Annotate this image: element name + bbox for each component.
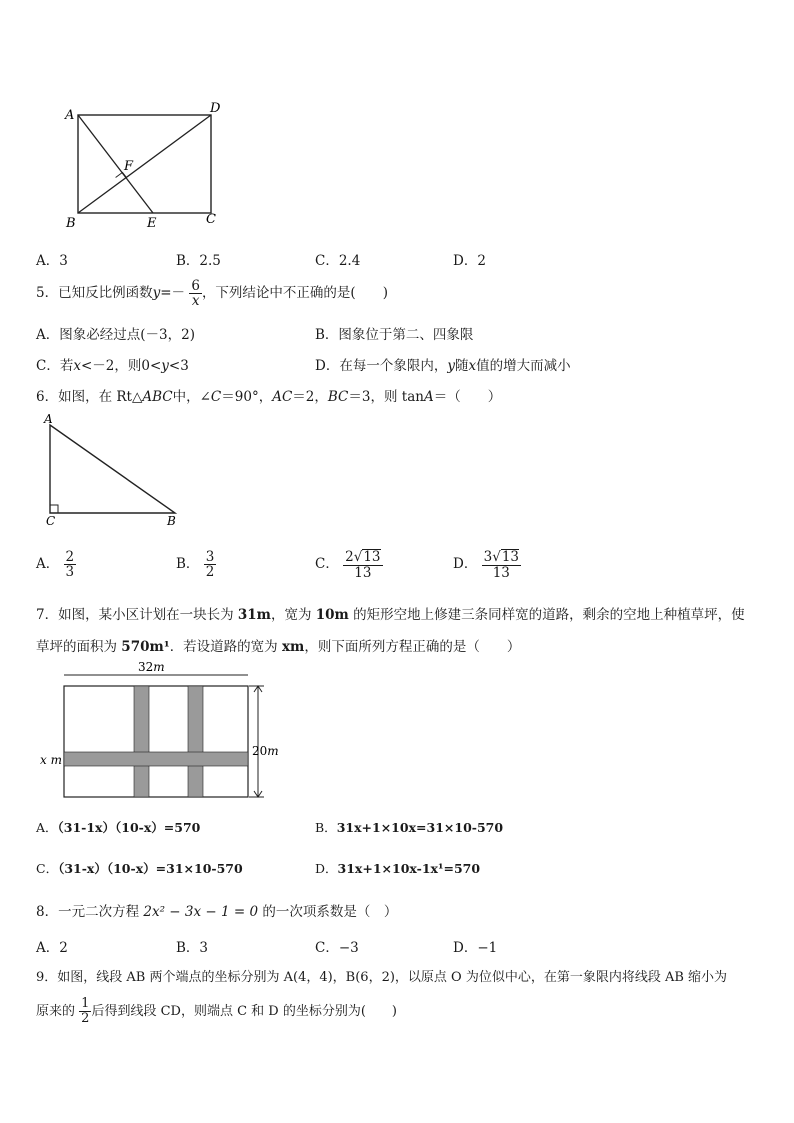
q7-option-a: A．（31-1x）（10-x）=570 (36, 820, 201, 835)
label-a: A (44, 412, 53, 426)
width-label: 32m (138, 660, 165, 674)
q5-option-d: D．在每一个象限内，y随x值的增大而减小 (315, 358, 571, 374)
q9-stem-line1: 9．如图，线段 AB 两个端点的坐标分别为 A(4，4)，B(6，2)，以原点 O 为位似中心，在第一象限内将线段 AB 缩小为 (36, 970, 728, 985)
q7-option-d: D．31x+1×10x-1x¹=570 (315, 861, 481, 876)
q8-stem: 8．一元二次方程 2x² − 3x − 1 = 0 的一次项系数是（ ） (36, 904, 398, 920)
q9-stem-line2: 原来的 $\frac{1}{2}$ 后得到线段 CD，则端点 C 和 D 的坐标分别为( ) (36, 996, 397, 1026)
q6-option-a: A． $\frac{2}{3}$ (36, 548, 75, 580)
q8-equation: 2x² − 3x − 1 = 0 (143, 904, 259, 920)
q7-option-b: B．31x+1×10x=31×10-570 (315, 820, 504, 835)
q6-option-b: B． $\frac{3}{2}$ (176, 548, 215, 580)
q9-fraction: $\frac{1}{2}$ (81, 996, 90, 1026)
q5-option-a: A．图象必经过点(－3，2) (36, 327, 195, 343)
label-e: E (147, 216, 157, 231)
q7-option-c: C．（31-x）（10-x）=31×10-570 (36, 861, 243, 876)
label-c: C (206, 212, 216, 227)
vertical-road-1 (134, 686, 149, 797)
road-width-label: x m (40, 753, 62, 767)
q4-option-a: A．3 (36, 253, 68, 269)
q4-option-d: D．2 (453, 253, 486, 269)
segment-ae (78, 115, 153, 213)
q5-option-c: C．若x<－2，则0<y<3 (36, 358, 189, 374)
q5-option-b: B．图象位于第二、四象限 (315, 327, 474, 343)
right-triangle-figure (40, 410, 190, 530)
field-rectangle (64, 686, 248, 797)
q7-stem-line1: 7．如图，某小区计划在一块长为 31m，宽为 10m 的矩形空地上修建三条同样宽的道路，剩余的空地上种植草坪，使 (36, 607, 745, 623)
q8-option-d: D．−1 (453, 940, 498, 956)
rectangle-figure (60, 100, 230, 235)
q8-option-c: C．−3 (315, 940, 359, 956)
label-a: A (65, 108, 75, 123)
q6-stem: 6．如图，在 Rt△ABC中，∠C＝90°，AC＝2，BC＝3，则 tanA＝（ ） (36, 389, 502, 405)
label-c: C (46, 514, 56, 528)
q7-stem-line2: 草坪的面积为 570m¹．若设道路的宽为 xm，则下面所列方程正确的是（ ） (36, 639, 521, 655)
triangle-abc (50, 425, 175, 513)
q8-option-a: A．2 (36, 940, 68, 956)
diagonal-bd (78, 115, 211, 213)
label-b: B (167, 514, 176, 528)
vertical-road-2 (188, 686, 203, 797)
q6-option-c: C． $\frac{2√13}{13}$ (315, 549, 381, 581)
horizontal-road (64, 752, 248, 766)
height-label: 20m (252, 744, 279, 758)
label-b: B (66, 216, 76, 231)
q8-option-b: B．3 (176, 940, 209, 956)
q6-option-d: D． $\frac{3√13}{13}$ (453, 549, 520, 581)
right-angle-mark-c (50, 505, 58, 513)
road-plan-figure (36, 660, 279, 800)
q5-fraction: $\frac{6}{x}$ (191, 277, 200, 309)
q4-option-c: C．2.4 (315, 253, 361, 269)
q5-stem: 5．已知反比例函数y=－ $\frac{6}{x}$ ，下列结论中不正确的是( ) (36, 277, 388, 309)
label-f: F (124, 159, 134, 174)
label-d: D (210, 101, 221, 116)
q4-option-b: B．2.5 (176, 253, 221, 269)
